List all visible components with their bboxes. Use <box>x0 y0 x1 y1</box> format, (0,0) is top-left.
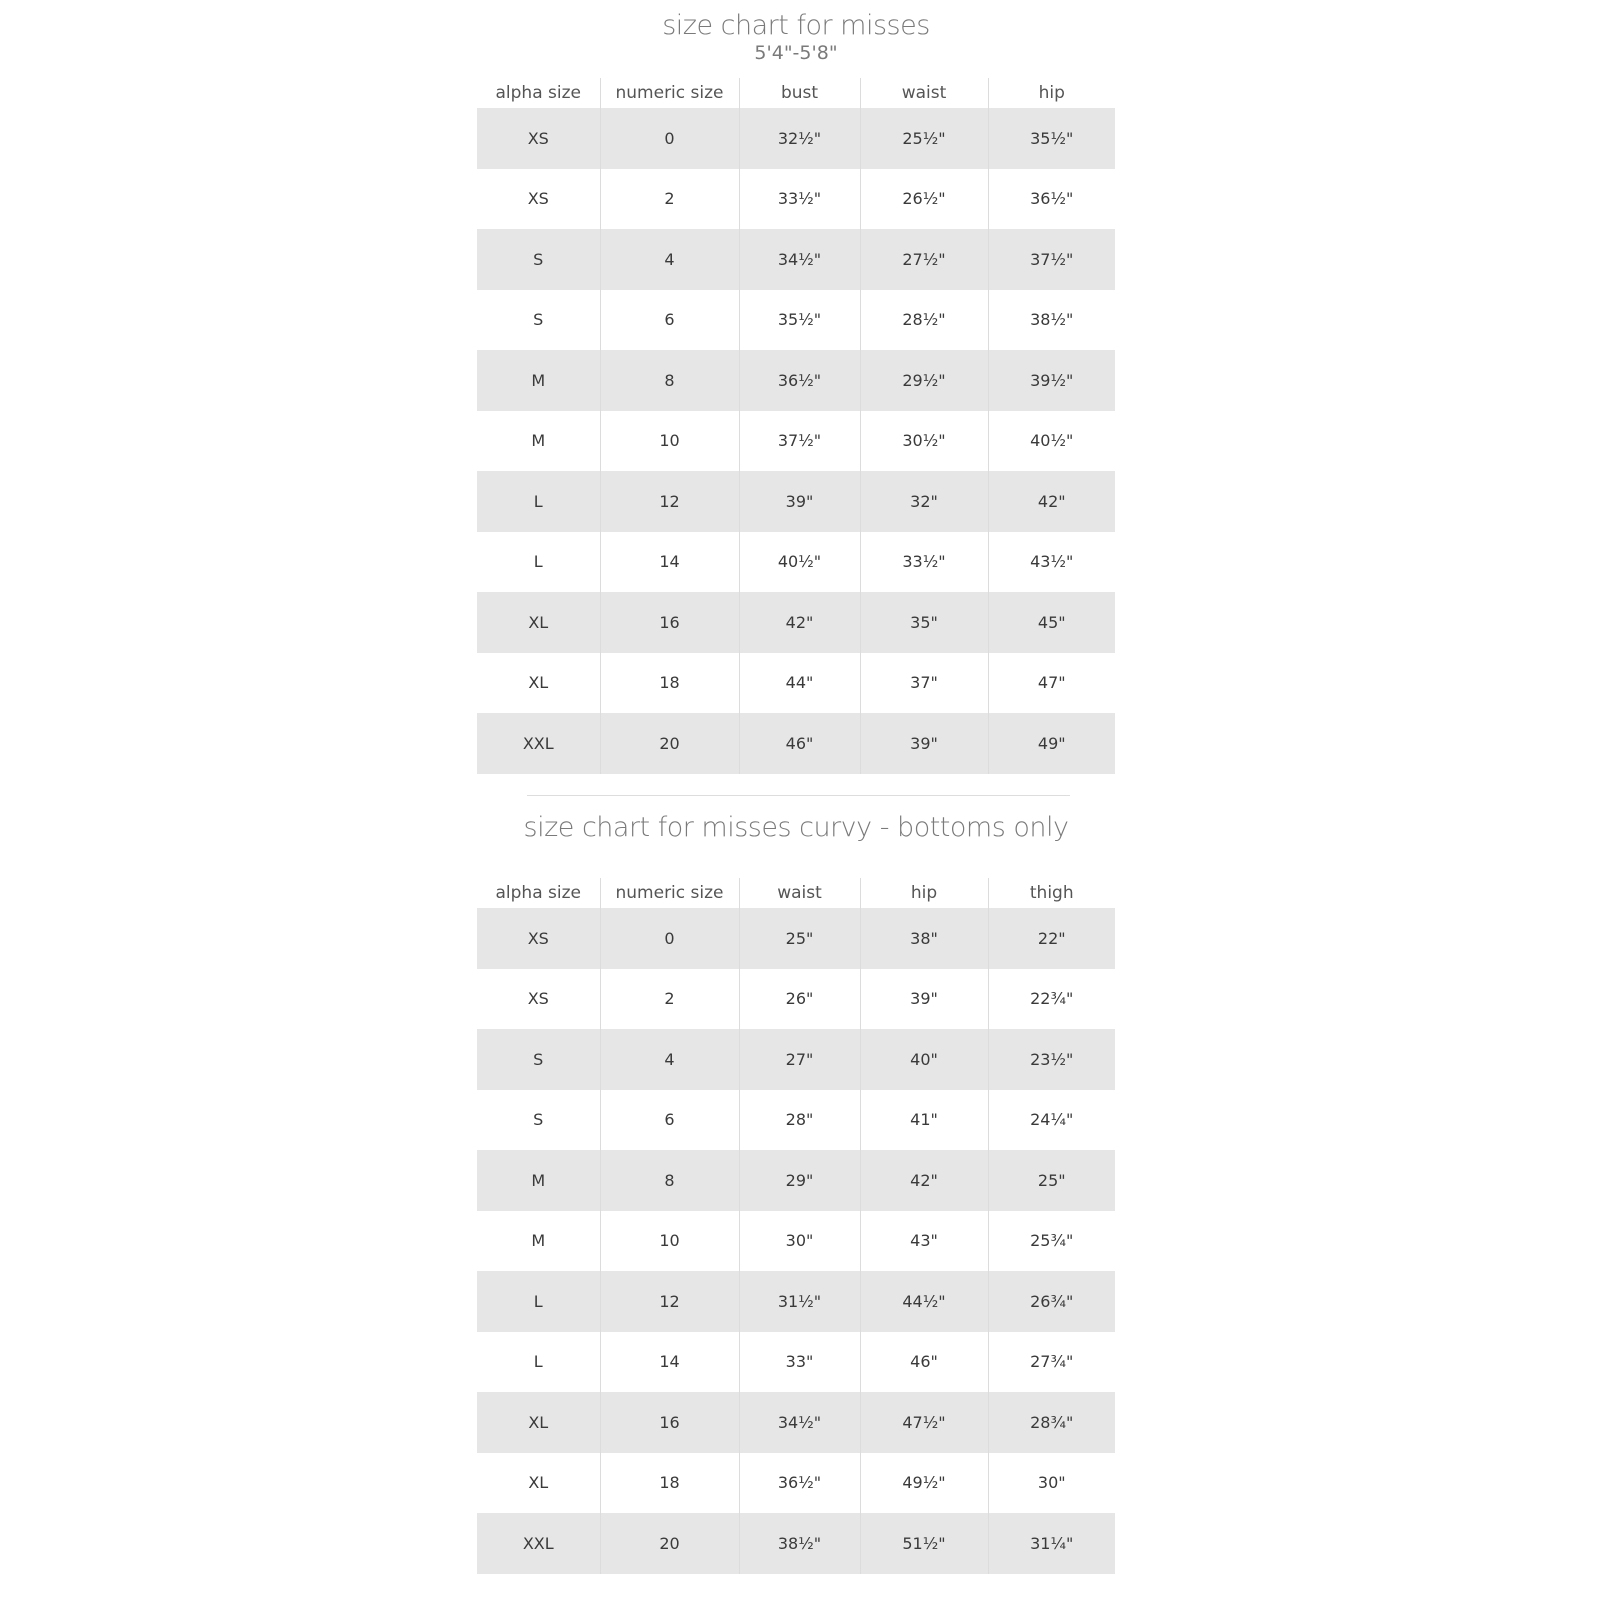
table-cell: 22¾" <box>988 969 1115 1030</box>
table-cell: 6 <box>600 1090 739 1151</box>
table-cell: L <box>477 1271 600 1332</box>
table-cell: 26½" <box>860 169 988 230</box>
curvy-section <box>477 800 1115 1580</box>
table-cell: 37½" <box>739 411 860 472</box>
column-header: hip <box>860 878 988 908</box>
table-cell: 8 <box>600 350 739 411</box>
table-cell: 43" <box>860 1211 988 1272</box>
table-cell: 12 <box>600 1271 739 1332</box>
table-row <box>477 532 1115 593</box>
table-row <box>477 290 1115 351</box>
table-cell: 10 <box>600 1211 739 1272</box>
table-cell: 22" <box>988 908 1115 969</box>
table-cell: 27½" <box>860 229 988 290</box>
table-cell: S <box>533 310 544 330</box>
table-cell: XXL <box>477 1513 600 1574</box>
table-cell: 4 <box>600 229 739 290</box>
table-row <box>477 350 1115 411</box>
table-cell: 31¼" <box>988 1513 1115 1574</box>
table-cell: 14 <box>600 532 739 593</box>
table-cell: 36½" <box>739 1453 860 1514</box>
table-header-row <box>477 78 1115 108</box>
table-cell: M <box>477 1150 600 1211</box>
table-cell: 33" <box>739 1332 860 1393</box>
curvy-size-table <box>477 878 1115 1574</box>
table-cell: 6 <box>600 290 739 351</box>
table-cell: 20 <box>600 713 739 774</box>
table-cell: 47" <box>988 653 1115 714</box>
table-cell: 46" <box>739 713 860 774</box>
table-cell: 44" <box>739 653 860 714</box>
table-row <box>477 169 1115 230</box>
table-header-row <box>477 878 1115 908</box>
table-cell: 29½" <box>860 350 988 411</box>
table-cell: 40½" <box>988 411 1115 472</box>
column-header: alpha size <box>495 83 581 103</box>
table-cell: 30" <box>988 1453 1115 1514</box>
misses-size-table <box>477 78 1115 774</box>
table-cell: 34½" <box>739 1392 860 1453</box>
table-cell: 20 <box>600 1513 739 1574</box>
table-row <box>477 592 1115 653</box>
table-cell: XS <box>527 189 549 209</box>
table-cell: 42" <box>988 471 1115 532</box>
table-cell: 38" <box>860 908 988 969</box>
table-cell: 30" <box>739 1211 860 1272</box>
table-row <box>477 1211 1115 1272</box>
table-cell: XL <box>477 1392 600 1453</box>
table-cell: 2 <box>600 969 739 1030</box>
table-row <box>477 1150 1115 1211</box>
table-row <box>477 1029 1115 1090</box>
table-cell: 27" <box>739 1029 860 1090</box>
table-cell: 28" <box>739 1090 860 1151</box>
table-cell: 2 <box>600 169 739 230</box>
table-cell: 25" <box>988 1150 1115 1211</box>
table-cell: 36½" <box>739 350 860 411</box>
table-cell: 28½" <box>860 290 988 351</box>
table-cell: 39" <box>860 713 988 774</box>
table-cell: 49½" <box>860 1453 988 1514</box>
table-row <box>477 1271 1115 1332</box>
table-cell: 25¾" <box>988 1211 1115 1272</box>
table-cell: 51½" <box>860 1513 988 1574</box>
table-cell: L <box>477 471 600 532</box>
column-header: hip <box>988 78 1115 108</box>
table-cell: 35½" <box>988 108 1115 169</box>
table-cell: 26" <box>739 969 860 1030</box>
table-row <box>477 653 1115 714</box>
table-cell: 14 <box>600 1332 739 1393</box>
table-cell: 16 <box>600 1392 739 1453</box>
table-row <box>477 229 1115 290</box>
table-cell: 44½" <box>860 1271 988 1332</box>
table-row <box>477 1392 1115 1453</box>
table-cell: XS <box>477 108 600 169</box>
table-cell: L <box>533 552 543 572</box>
table-cell: 38½" <box>739 1513 860 1574</box>
misses-title: size chart for misses <box>662 10 930 41</box>
column-header: alpha size <box>495 883 581 903</box>
table-cell: 28¾" <box>988 1392 1115 1453</box>
table-cell: 32" <box>860 471 988 532</box>
table-row <box>477 471 1115 532</box>
table-cell: L <box>533 1352 543 1372</box>
table-cell: 46" <box>860 1332 988 1393</box>
table-cell: 25" <box>739 908 860 969</box>
table-cell: 26¾" <box>988 1271 1115 1332</box>
table-cell: 37½" <box>988 229 1115 290</box>
table-row <box>477 1453 1115 1514</box>
column-header: numeric size <box>600 78 739 108</box>
table-row <box>477 1332 1115 1393</box>
table-cell: 8 <box>600 1150 739 1211</box>
table-cell: 35½" <box>739 290 860 351</box>
curvy-title: size chart for misses curvy - bottoms only <box>523 812 1069 843</box>
table-cell: 49" <box>988 713 1115 774</box>
table-row <box>477 1513 1115 1574</box>
table-cell: 37" <box>860 653 988 714</box>
table-row <box>477 108 1115 169</box>
column-header: thigh <box>988 878 1115 908</box>
table-cell: 33½" <box>739 169 860 230</box>
table-cell: 10 <box>600 411 739 472</box>
table-cell: M <box>477 350 600 411</box>
table-cell: 39½" <box>988 350 1115 411</box>
table-cell: 0 <box>600 108 739 169</box>
table-cell: 39" <box>739 471 860 532</box>
table-cell: 31½" <box>739 1271 860 1332</box>
table-cell: 12 <box>600 471 739 532</box>
table-cell: 23½" <box>988 1029 1115 1090</box>
table-cell: S <box>477 229 600 290</box>
column-header: numeric size <box>600 878 739 908</box>
table-cell: 33½" <box>860 532 988 593</box>
table-cell: M <box>531 1231 546 1251</box>
table-cell: XL <box>528 673 549 693</box>
table-cell: 34½" <box>739 229 860 290</box>
table-cell: 36½" <box>988 169 1115 230</box>
column-header: bust <box>739 78 860 108</box>
table-cell: 45" <box>988 592 1115 653</box>
table-cell: M <box>531 431 546 451</box>
table-cell: XXL <box>477 713 600 774</box>
section-divider <box>527 795 1070 796</box>
table-cell: 40½" <box>739 532 860 593</box>
misses-subtitle: 5'4"-5'8" <box>754 42 838 64</box>
table-cell: XS <box>527 989 549 1009</box>
table-cell: XL <box>477 592 600 653</box>
table-cell: 18 <box>600 1453 739 1514</box>
table-row <box>477 1090 1115 1151</box>
table-cell: 42" <box>739 592 860 653</box>
table-cell: XS <box>477 908 600 969</box>
table-cell: 32½" <box>739 108 860 169</box>
table-cell: 35" <box>860 592 988 653</box>
table-cell: 25½" <box>860 108 988 169</box>
table-cell: 18 <box>600 653 739 714</box>
table-cell: S <box>477 1029 600 1090</box>
table-row <box>477 969 1115 1030</box>
table-cell: 29" <box>739 1150 860 1211</box>
table-cell: 40" <box>860 1029 988 1090</box>
table-cell: 47½" <box>860 1392 988 1453</box>
table-cell: 24¼" <box>988 1090 1115 1151</box>
table-row <box>477 713 1115 774</box>
table-cell: 38½" <box>988 290 1115 351</box>
table-cell: 4 <box>600 1029 739 1090</box>
table-cell: 42" <box>860 1150 988 1211</box>
table-cell: S <box>533 1110 544 1130</box>
table-cell: XL <box>528 1473 549 1493</box>
table-cell: 43½" <box>988 532 1115 593</box>
table-row <box>477 411 1115 472</box>
table-cell: 0 <box>600 908 739 969</box>
table-cell: 30½" <box>860 411 988 472</box>
misses-section <box>477 0 1115 780</box>
table-cell: 27¾" <box>988 1332 1115 1393</box>
column-header: waist <box>860 78 988 108</box>
table-cell: 41" <box>860 1090 988 1151</box>
table-cell: 16 <box>600 592 739 653</box>
table-cell: 39" <box>860 969 988 1030</box>
column-header: waist <box>739 878 860 908</box>
table-row <box>477 908 1115 969</box>
